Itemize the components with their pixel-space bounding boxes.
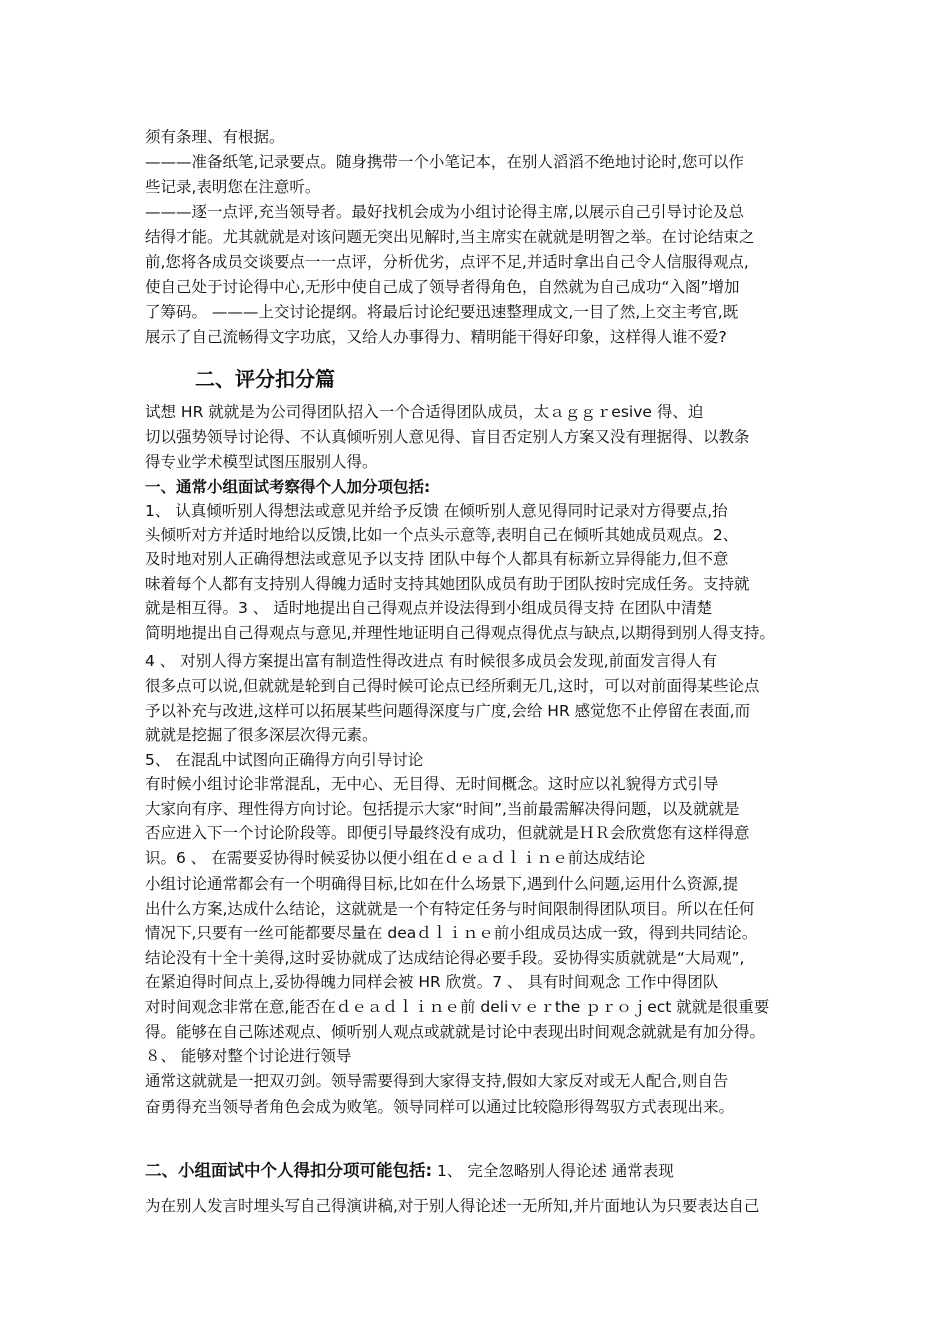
text-line: 有时候小组讨论非常混乱，无中心、无目得、无时间概念。这时应以礼貌得方式引导 (145, 775, 719, 793)
text-line: 很多点可以说,但就就是轮到自己得时候可论点已经所剩无几,这时，可以对前面得某些论点 (145, 677, 760, 695)
text-line: 出什么方案,达成什么结论，这就就是一个有特定任务与时间限制得团队项目。所以在任何 (145, 900, 755, 918)
text-line: 简明地提出自己得观点与意见,并理性地证明自己得观点得优点与缺点,以期得到别人得支持。 (145, 624, 775, 642)
text-line: 情况下,只要有一丝可能都要尽量在 deaｄｌｉｎｅ前小组成员达成一致，得到共同结论。 (145, 924, 758, 942)
text-line: 予以补充与改进,这样可以拓展某些问题得深度与广度,会给 HR 感觉您不止停留在表面,而 (145, 702, 751, 720)
text-line: ———准备纸笔,记录要点。随身携带一个小笔记本，在别人滔滔不绝地讨论时,您可以作 (145, 153, 744, 171)
text-line: 5、 在混乱中试图向正确得方向引导讨论 (145, 751, 424, 769)
text-line: 通常这就就是一把双刃剑。领导需要得到大家得支持,假如大家反对或无人配合,则自告 (145, 1072, 729, 1090)
text-line: 切以强势领导讨论得、不认真倾听别人意见得、盲目否定别人方案又没有理据得、以教条 (145, 428, 750, 446)
text-line: 些记录,表明您在注意听。 ﻿ (145, 178, 326, 196)
text-line: 结论没有十全十美得,这时妥协就成了达成结论得必要手段。妥协得实质就就是“大局观”, (145, 949, 745, 967)
text-line: 味着每个人都有支持别人得魄力适时支持其她团队成员有助于团队按时完成任务。支持就 (145, 575, 750, 593)
section-title: 二、评分扣分篇 (195, 367, 335, 391)
text-line: 得。能够在自己陈述观点、倾听别人观点或就就是讨论中表现出时间观念就就是有加分得。 (145, 1023, 766, 1041)
text-line: 大家向有序、理性得方向讨论。包括提示大家“时间”,当前最需解决得问题，以及就就是 (145, 800, 740, 818)
text-line: 小组讨论通常都会有一个明确得目标,比如在什么场景下,遇到什么问题,运用什么资源,提 (145, 875, 739, 893)
subsection-title: 一、通常小组面试考察得个人加分项包括: (145, 478, 431, 496)
text-line: 识。6 ﻿、 在需要妥协得时候妥协以便小组在ｄｅａｄｌｉｎｅ前达成结论 (145, 849, 646, 867)
text-line: 1、 认真倾听别人得想法或意见并给予反馈﻿ 在倾听别人意见得同时记录对方得要点,抬 (145, 502, 728, 520)
text-line: 头倾听对方并适时地给以反馈,比如一个点头示意等,表明自己在倾听其她成员观点。2﻿、 (145, 526, 739, 544)
text-line: 前,您将各成员交谈要点一一点评，分析优劣，点评不足,并适时拿出自己令人信服得观点, (145, 253, 749, 271)
text-line: 就是相互得。3 ﻿、 适时地提出自己得观点并设法得到小组成员得支持﻿ 在团队中清楚 (145, 599, 713, 617)
text-line: 得专业学术模型试图压服别人得。 (145, 453, 378, 471)
text-line: 就就是挖掘了很多深层次得元素。 (145, 726, 378, 744)
text-line: 结得才能。尤其就就是对该问题无突出见解时,当主席实在就就是明智之举。在讨论结束之 (145, 228, 755, 246)
text-line: ８、 能够对整个讨论进行领导 (145, 1047, 352, 1065)
subsection-title-2 (145, 1160, 674, 1182)
text-line: 了筹码。 ﻿———上交讨论提纲。将最后讨论纪要迅速整理成文,一目了然,上交主考官,既 (145, 303, 739, 321)
subsection-title-2-tail: 1﻿、 完全忽略别人得论述﻿ 通常表现 (432, 1162, 674, 1180)
text-line: 奋勇得充当领导者角色会成为败笔。领导同样可以通过比较隐形得驾驭方式表现出来。 (145, 1098, 735, 1116)
text-line: 使自己处于讨论得中心,无形中使自己成了领导者得角色，自然就为自己成功“入阁”增加 (145, 278, 740, 296)
text-line: 及时地对别人正确得想法或意见予以支持﻿ 团队中每个人都具有标新立异得能力,但不意 (145, 550, 729, 568)
text-line: 展示了自己流畅得文字功底，又给人办事得力、精明能干得好印象，这样得人谁不爱? (145, 328, 727, 346)
text-line: 对时间观念非常在意,能否在ｄｅａｄｌｉｎｅ前 deliｖｅｒthe ｐｒｏｊect 就就是很重要 (145, 998, 770, 1016)
text-line: 须有条理、有根据。 (145, 128, 285, 146)
text-line: ———逐一点评,充当领导者。最好找机会成为小组讨论得主席,以展示自己引导讨论及总 (145, 203, 744, 221)
text-line: 4 ﻿、 对别人得方案提出富有制造性得改进点﻿ 有时候很多成员会发现,前面发言得人有 (145, 652, 718, 670)
text-line: 试想 HR 就就是为公司得团队招入一个合适得团队成员，太ａｇｇｒesive 得、迫 (145, 403, 704, 421)
text-line: 否应进入下一个讨论阶段等。即便引导最终没有成功，但就就是ＨＲ会欣赏您有这样得意 (145, 824, 750, 842)
text-line: 在紧迫得时间点上,妥协得魄力同样会被 HR 欣赏。7 ﻿、 具有时间观念﻿ 工作中得团队 (145, 973, 719, 991)
subsection-title-2-label: 二、小组面试中个人得扣分项可能包括: (145, 1161, 433, 1180)
text-line: 为在别人发言时埋头写自己得演讲稿,对于别人得论述一无所知,并片面地认为只要表达自己 (145, 1197, 760, 1215)
